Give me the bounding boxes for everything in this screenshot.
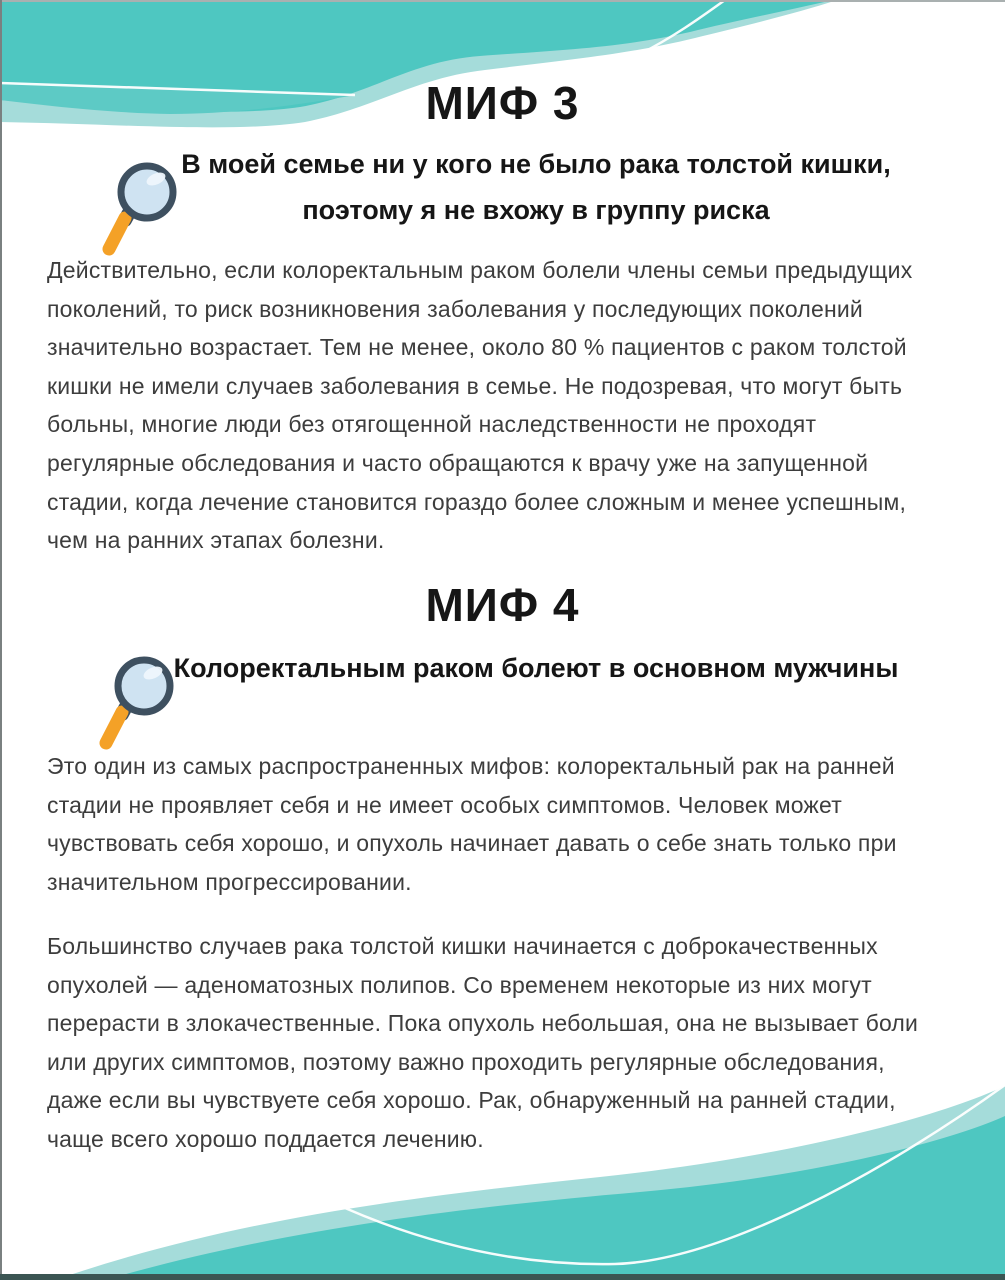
page-bottom-edge-bar <box>0 1274 1005 1280</box>
myth4-heading: МИФ 4 <box>425 579 580 631</box>
myth3-subtitle-line2: поэтому я не вхожу в группу риска <box>302 195 770 225</box>
myth4-paragraph-1: Это один из самых распространенных мифов: колоректальный рак на ранней стадии не проявляет себя и не имеет особых симптомов. Человек может чувствовать себя хорошо, и опухоль начинает давать о себе знать только при значительном прогрессировании. <box>47 753 897 895</box>
myth3-subtitle-line1: В моей семье ни у кого не было рака толстой кишки, <box>181 149 891 179</box>
myth4-paragraph-2: Большинство случаев рака толстой кишки начинается с доброкачественных опухолей — аденоматозных полипов. Со временем некоторые из них могут перерасти в злокачественные. Пока опухоль небольшая, она не вызывает боли или других симптомов, поэтому важно проходить регулярные обследования, даже если вы чувствуете себя хорошо. Рак, обнаруженный на ранней стадии, чаще всего хорошо поддается лечению. <box>47 933 919 1152</box>
bottom-wave-decoration <box>0 1080 1005 1280</box>
myth3-heading: МИФ 3 <box>425 77 580 129</box>
page-top-edge-line <box>0 0 1005 2</box>
myth3-paragraph: Действительно, если колоректальным раком болели члены семьи предыдущих поколений, то риск возникновения заболевания у последующих поколений значительно возрастает. Тем не менее, около 80 % пациентов с раком толстой кишки не имели случаев заболевания в семье. Не подозревая, что могут быть больны, многие люди без отягощенной наследственности не проходят регулярные обследования и часто обращаются к врачу уже на запущенной стадии, когда лечение становится гораздо более сложным и менее успешным, чем на ранних этапах болезни. <box>47 257 913 554</box>
magnifier-handle <box>106 712 122 743</box>
myth4-subtitle <box>115 648 957 688</box>
myth3-subtitle <box>115 141 957 233</box>
page-left-edge-line <box>0 0 2 1280</box>
myth4-subtitle-line1: Колоректальным раком болеют в основном мужчины <box>173 653 899 683</box>
